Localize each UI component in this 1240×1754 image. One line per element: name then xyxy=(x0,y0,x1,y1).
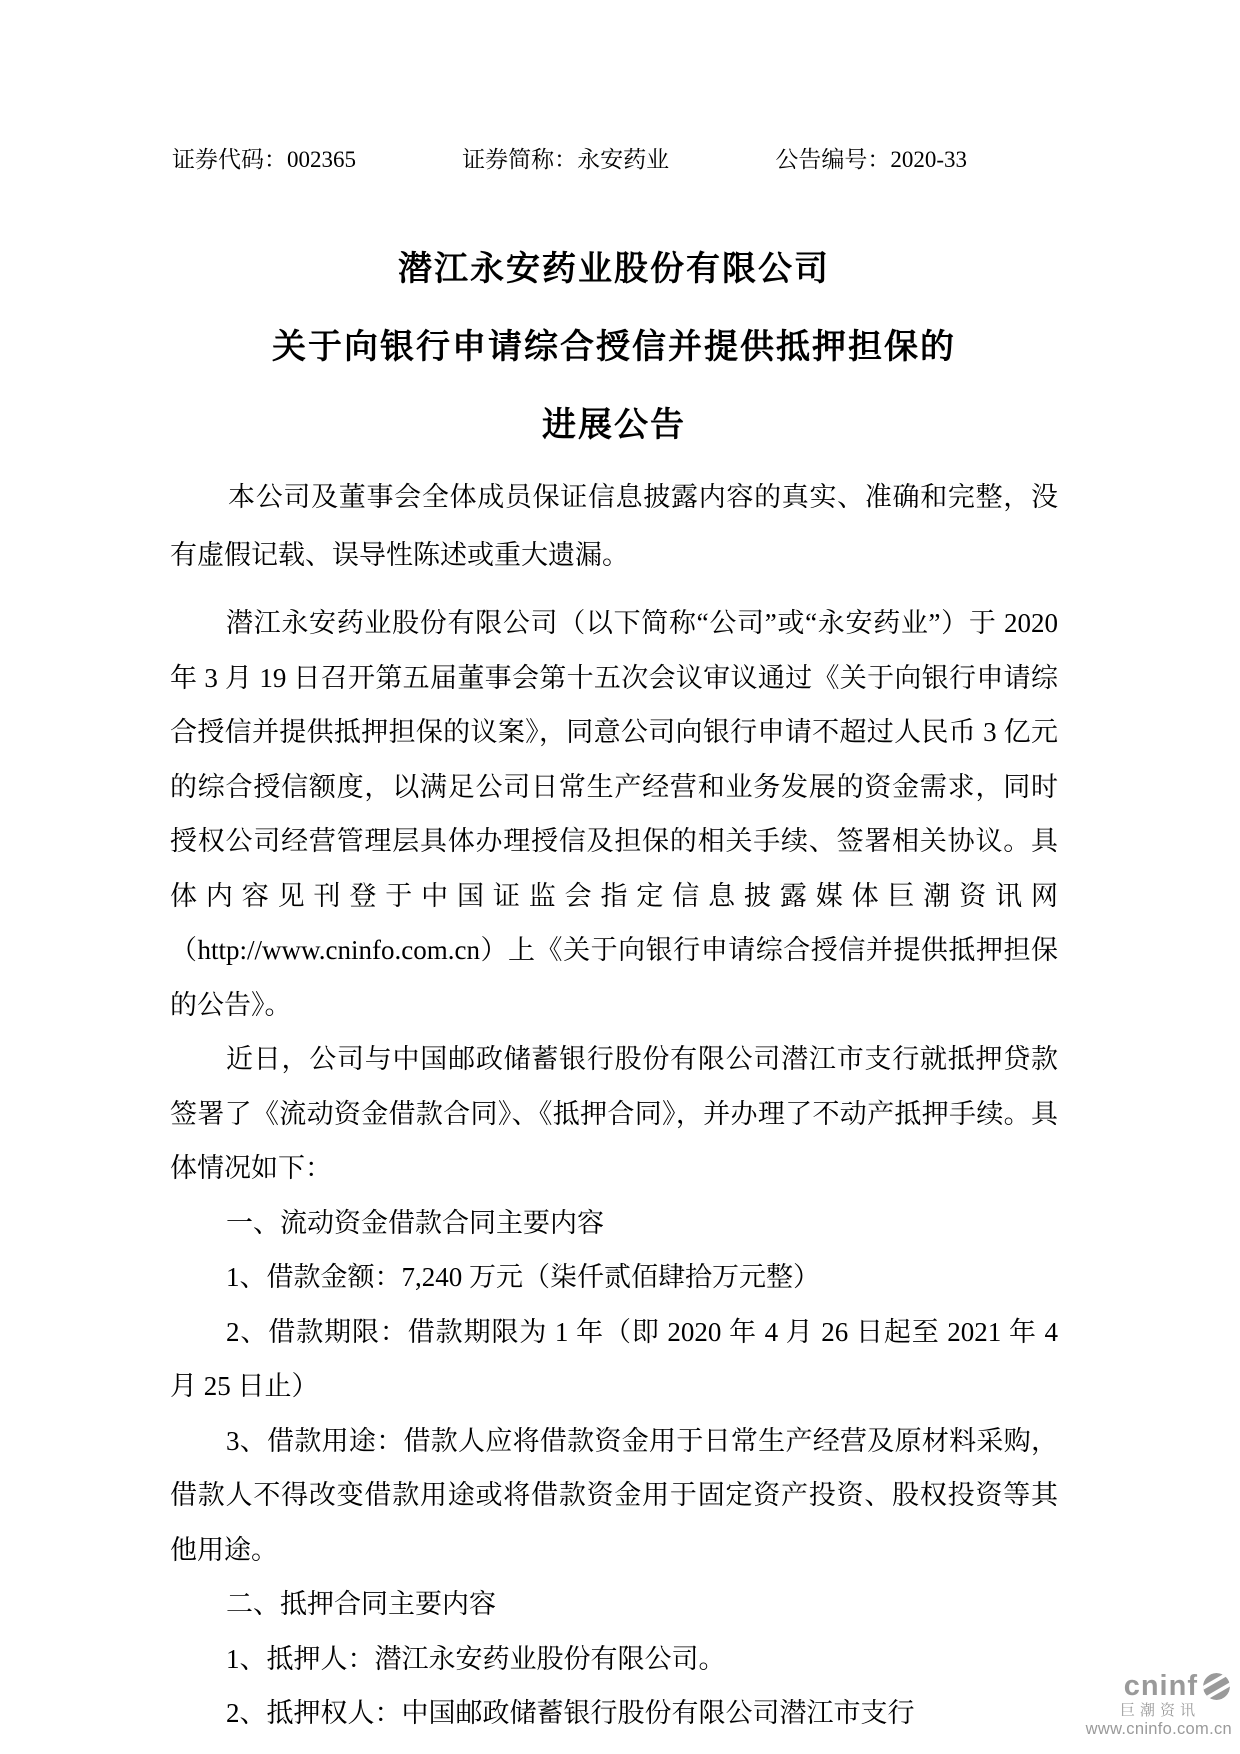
cninfo-chinese-name: 巨潮资讯 xyxy=(1119,1702,1200,1719)
item-mortgagor: 1、抵押人：潜江永安药业股份有限公司。 xyxy=(226,1643,726,1674)
item-loan-term: 2、借款期限：借款期限为 1 年（即 2020 年 4 月 26 日起至 2021 年 4 月 25 日止） xyxy=(170,1316,1058,1401)
title-subject: 关于向银行申请综合授信并提供抵押担保的 xyxy=(272,328,956,366)
stock-code: 证券代码：002365 xyxy=(172,147,356,172)
paragraph-contract-signing: 近日，公司与中国邮政储蓄银行股份有限公司潜江市支行就抵押贷款签署了《流动资金借款合同》、《抵押合同》，并办理了不动产抵押手续。具体情况如下： xyxy=(170,1044,1058,1183)
disclaimer-block xyxy=(170,468,1058,584)
title-announcement-type: 进展公告 xyxy=(542,406,686,444)
document-body xyxy=(170,596,1058,1741)
title-company-name: 潜江永安药业股份有限公司 xyxy=(398,250,830,288)
section-heading-loan-contract: 一、流动资金借款合同主要内容 xyxy=(226,1207,604,1238)
cninfo-swirl-icon xyxy=(1201,1672,1232,1701)
item-mortgagee: 2、抵押权人：中国邮政储蓄银行股份有限公司潜江市支行 xyxy=(226,1698,915,1728)
cninfo-watermark xyxy=(1086,1672,1232,1738)
cninfo-brand-row xyxy=(1086,1672,1232,1701)
document-header xyxy=(172,141,967,174)
section-heading-mortgage-contract: 二、抵押合同主要内容 xyxy=(226,1589,496,1619)
disclaimer-text: 本公司及董事会全体成员保证信息披露内容的真实、准确和完整，没有虚假记载、误导性陈述或重大遗漏。 xyxy=(170,482,1058,570)
announcement-number: 公告编号：2020-33 xyxy=(775,147,967,172)
cninfo-brand-text: cninf xyxy=(1123,1670,1198,1702)
document-title xyxy=(170,230,1058,464)
item-loan-purpose: 3、借款用途：借款人应将借款资金用于日常生产经营及原材料采购，借款人不得改变借款用途或将借款资金用于固定资产投资、股权投资等其他用途。 xyxy=(170,1425,1058,1565)
stock-short-name: 证券简称：永安药业 xyxy=(462,147,670,172)
paragraph-board-resolution: 潜江永安药业股份有限公司（以下简称“公司”或“永安药业”）于 2020 年 3 月 19 日召开第五届董事会第十五次会议审议通过《关于向银行申请综合授信并提供抵押担保的议案》，同意公司向银行申请不超过人民币 3 亿元的综合授信额度，以满足公司日常生产经营和业务发展的资金需求，同时授权公司经营管理层具体办理授信及担保的相关手续、签署相关协议。具体内容见刊登于中国证监会指定信息披露媒体巨潮资讯网（http://www.cninfo.com.cn）上《关于向银行申请综合授信并提供抵押担保的公告》。 xyxy=(170,608,1058,1020)
item-loan-amount: 1、借款金额：7,240 万元（柒仟贰佰肆拾万元整） xyxy=(226,1262,820,1292)
cninfo-url: www.cninfo.com.cn xyxy=(1085,1720,1232,1738)
